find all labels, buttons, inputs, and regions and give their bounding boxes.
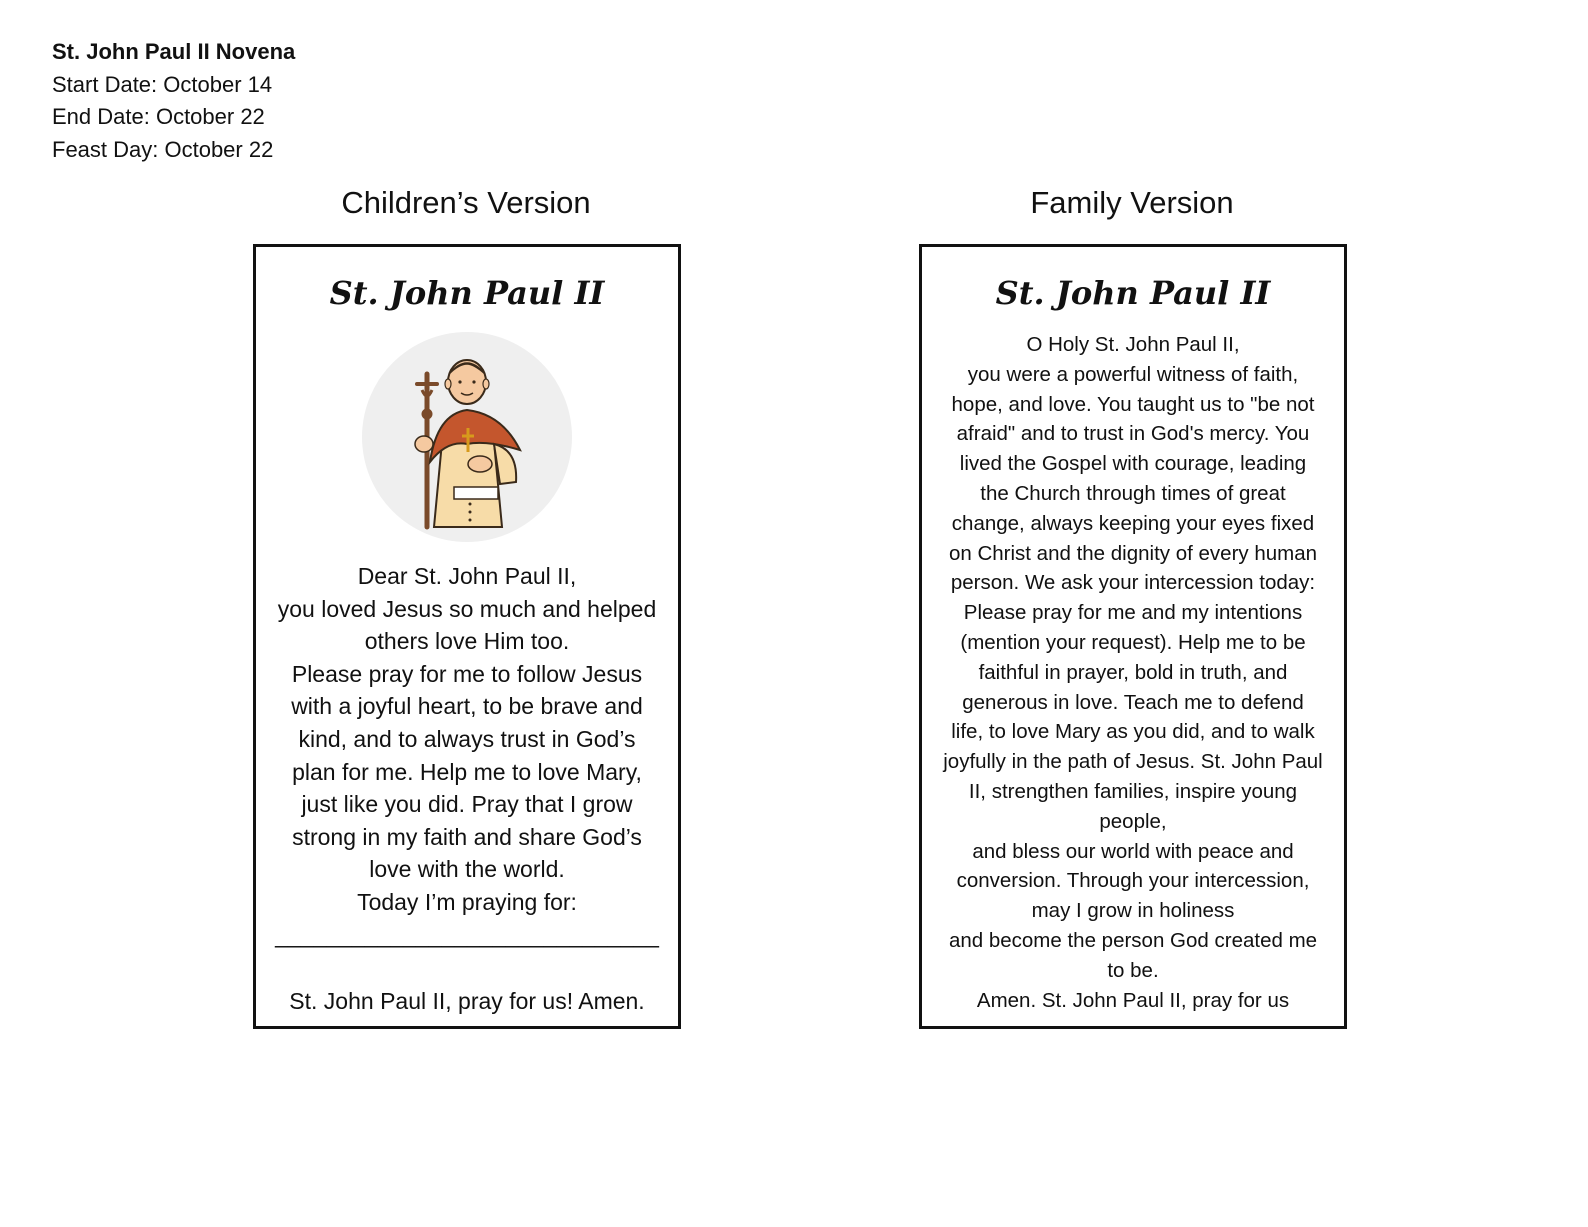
prayer-line: faithful in prayer, bold in truth, and [978,660,1288,684]
prayer-line: just like you did. Pray that I grow [301,791,633,818]
prayer-line: hope, and love. You taught us to "be not [951,392,1315,416]
prayer-line: may I grow in holiness [1031,899,1235,923]
prayer-line: change, always keeping your eyes fixed [951,511,1315,535]
family-card-title: St. John Paul II [995,274,1271,312]
novena-info [52,36,295,166]
family-version-heading: Family Version [1030,185,1234,220]
novena-title: St. John Paul II Novena [52,39,296,64]
prayer-line: and bless our world with peace and [972,839,1294,863]
prayer-line: people, [1099,809,1167,833]
prayer-line: to be. [1107,958,1159,982]
prayer-line: O Holy St. John Paul II, [1026,333,1240,356]
family-prayer-text [930,330,1336,1015]
prayer-line: conversion. Through your intercession, [956,869,1310,893]
prayer-line: on Christ and the dignity of every human [948,541,1318,565]
prayer-line: Please pray for me to follow Jesus [291,660,643,687]
prayer-intention-blank: ______________________________ [275,921,659,948]
pope-portrait-icon [362,332,572,542]
prayer-line: with a joyful heart, to be brave and [291,693,643,720]
prayer-line: life, to love Mary as you did, and to walk [951,720,1315,744]
prayer-line: person. We ask your intercession today: [950,571,1316,595]
start-date: Start Date: October 14 [52,71,273,97]
family-closing-line: Amen. St. John Paul II, pray for us [976,988,1290,1012]
prayer-line: and become the person God created me [948,928,1318,952]
prayer-line: you were a powerful witness of faith, [967,362,1299,386]
prayer-line: love with the world. [369,856,565,883]
prayer-line: kind, and to always trust in God’s [298,725,636,752]
children-closing-line: St. John Paul II, pray for us! Amen. [289,988,645,1014]
prayer-line: Today I’m praying for: [357,888,577,915]
prayer-line: II, strengthen families, inspire young [968,779,1298,803]
feast-day: Feast Day: October 22 [52,136,274,162]
prayer-line: Dear St. John Paul II, [357,563,577,589]
prayer-line: afraid" and to trust in God's mercy. You [956,422,1310,446]
prayer-line: Please pray for me and my intentions [963,601,1303,625]
family-prayer-card [919,244,1347,1029]
prayer-line: lived the Gospel with courage, leading [959,452,1307,476]
prayer-line: joyfully in the path of Jesus. St. John Paul [943,750,1323,774]
prayer-line: others love Him too. [364,628,570,655]
prayer-line: the Church through times of great [980,481,1286,505]
prayer-line: strong in my faith and share God’s [292,823,642,850]
children-prayer-text [270,560,664,951]
children-version-heading: Children’s Version [341,185,591,220]
prayer-line: you loved Jesus so much and helped [277,595,657,622]
prayer-line: plan for me. Help me to love Mary, [292,758,642,785]
children-prayer-card [253,244,681,1029]
end-date: End Date: October 22 [52,104,265,129]
prayer-line: (mention your request). Help me to be [960,630,1306,654]
children-card-title: St. John Paul II [329,274,605,312]
prayer-line: generous in love. Teach me to defend [962,690,1304,714]
